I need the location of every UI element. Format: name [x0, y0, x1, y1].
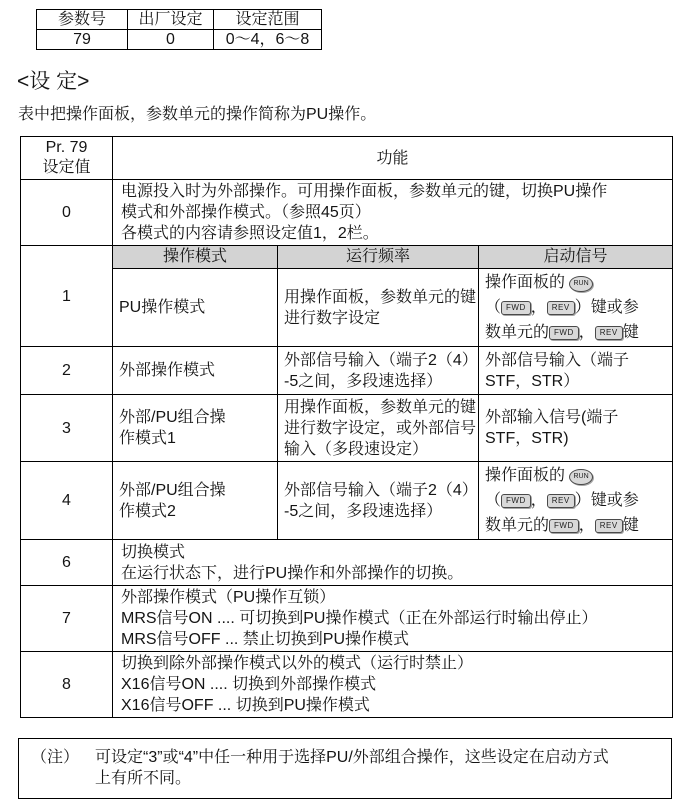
- setting-range-header: 设定范围: [214, 10, 322, 30]
- sub-header-row: [21, 246, 673, 269]
- setting-3-value-cell: 3: [21, 395, 113, 462]
- factory-setting-value: 0: [128, 30, 214, 50]
- setting-value-header: Pr. 79 设定值: [21, 137, 113, 180]
- run-key-icon: RUN: [569, 276, 592, 292]
- setting-2-mode-cell: 外部操作模式: [113, 347, 278, 395]
- rev-key-icon: REV: [547, 494, 575, 508]
- note-box: [18, 738, 672, 799]
- rev-key-icon: REV: [595, 519, 623, 533]
- note-label: （注）: [31, 749, 80, 766]
- setting-8-row: [21, 652, 673, 718]
- setting-4-mode-cell: 外部/PU组合操 作模式2: [113, 462, 278, 540]
- run-key-icon: RUN: [569, 469, 592, 485]
- rev-key-icon: REV: [547, 301, 575, 315]
- setting-6-value-cell: 6: [21, 540, 113, 586]
- function-table: [20, 136, 673, 718]
- top-table-value-row: [37, 30, 322, 50]
- note-text: 可设定“3”或“4”中任一种用于选择PU/外部组合操作，这些设定在启动方式 上有所不同。: [95, 749, 609, 787]
- setting-1-row: [21, 269, 673, 347]
- setting-2-value-cell: 2: [21, 347, 113, 395]
- fwd-key-icon: FWD: [501, 301, 531, 315]
- param-number-value: 79: [37, 30, 128, 50]
- fwd-key-icon: FWD: [501, 494, 531, 508]
- setting-4-row: [21, 462, 673, 540]
- setting-8-value-cell: 8: [21, 652, 113, 718]
- function-header: 功能: [113, 137, 673, 180]
- section-heading: <设 定>: [17, 70, 90, 93]
- setting-3-signal-cell: 外部输入信号(端子 STF，STR): [479, 395, 673, 462]
- setting-7-function-cell: 外部操作模式（PU操作互锁） MRS信号ON .... 可切换到PU操作模式（正在外部运行时输出停止） MRS信号OFF ... 禁止切换到PU操作模式: [113, 586, 673, 652]
- setting-1-mode-cell: PU操作模式: [113, 269, 278, 347]
- setting-range-value: 0～4，6～8: [214, 30, 322, 50]
- setting-0-function-cell: 电源投入时为外部操作。可用操作面板，参数单元的键，切换PU操作 模式和外部操作模式。（参照45页） 各模式的内容请参照设定值1，2栏。: [113, 180, 673, 246]
- setting-3-frequency-cell: 用操作面板，参数单元的键 进行数字设定，或外部信号 输入（多段速设定）: [278, 395, 479, 462]
- rev-key-icon: REV: [595, 326, 623, 340]
- param-number-header: 参数号: [37, 10, 128, 30]
- parameter-summary-table: [36, 9, 322, 50]
- setting-7-row: [21, 586, 673, 652]
- setting-7-value-cell: 7: [21, 586, 113, 652]
- setting-0-row: [21, 180, 673, 246]
- setting-4-frequency-cell: 外部信号输入（端子2（4） -5之间，多段速选择）: [278, 462, 479, 540]
- setting-1-signal-cell: 操作面板的 RUN （ FWD ， REV ）键或参 数单元的 FWD ， REV 键: [479, 269, 673, 347]
- function-table-header-row: [21, 137, 673, 180]
- setting-3-mode-cell: 外部/PU组合操 作模式1: [113, 395, 278, 462]
- setting-0-value-cell: 0: [21, 180, 113, 246]
- factory-setting-header: 出厂设定: [128, 10, 214, 30]
- fwd-key-icon: FWD: [549, 326, 579, 340]
- start-signal-subheader: 启动信号: [479, 246, 673, 269]
- setting-2-signal-cell: 外部信号输入（端子 STF，STR）: [479, 347, 673, 395]
- setting-2-frequency-cell: 外部信号输入（端子2（4） -5之间，多段速选择）: [278, 347, 479, 395]
- setting-8-function-cell: 切换到除外部操作模式以外的模式（运行时禁止） X16信号ON .... 切换到外部操作模式 X16信号OFF ... 切换到PU操作模式: [113, 652, 673, 718]
- setting-4-value-cell: 4: [21, 462, 113, 540]
- setting-6-function-cell: 切换模式 在运行状态下，进行PU操作和外部操作的切换。: [113, 540, 673, 586]
- setting-2-row: [21, 347, 673, 395]
- setting-1-frequency-cell: 用操作面板，参数单元的键 进行数字设定: [278, 269, 479, 347]
- setting-4-signal-cell: 操作面板的 RUN （ FWD ， REV ）键或参 数单元的 FWD ， REV 键: [479, 462, 673, 540]
- operation-mode-subheader: 操作模式: [113, 246, 278, 269]
- fwd-key-icon: FWD: [549, 519, 579, 533]
- running-frequency-subheader: 运行频率: [278, 246, 479, 269]
- setting-3-row: [21, 395, 673, 462]
- setting-6-row: [21, 540, 673, 586]
- top-table-header-row: [37, 10, 322, 30]
- setting-1-value-cell: 1: [21, 246, 113, 347]
- intro-text: 表中把操作面板，参数单元的操作简称为PU操作。: [18, 106, 377, 123]
